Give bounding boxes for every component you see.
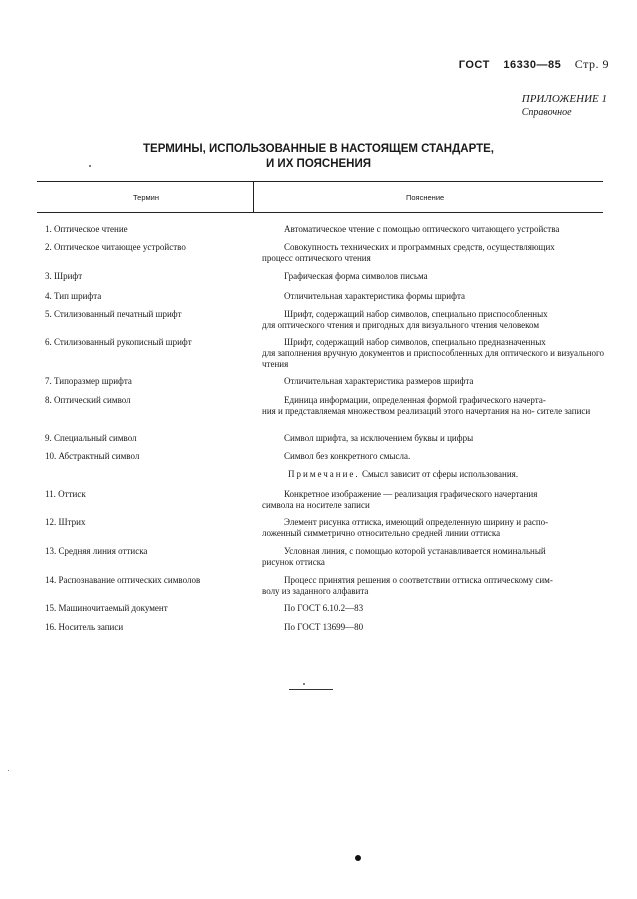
gost-label: ГОСТ	[458, 59, 490, 71]
explanation-line: символа на носителе записи	[262, 500, 370, 510]
explanation-cell	[262, 309, 604, 331]
bullet-mark	[355, 855, 361, 861]
explanation-line: По ГОСТ 13699—80	[284, 622, 364, 632]
note-text: Смысл зависит от сферы использования.	[361, 469, 519, 479]
column-header-term: Термин	[133, 193, 159, 202]
explanation-line: для заполнения вручную документов и приспособленных для оптического	[262, 348, 548, 358]
table-header-border	[37, 212, 603, 213]
term-cell: 16. Носитель записи	[45, 622, 124, 632]
term-cell: 7. Типоразмер шрифта	[45, 376, 132, 386]
explanation-cell	[262, 376, 604, 387]
explanation-cell	[262, 291, 604, 302]
explanation-line: ния и представляемая множеством реализаций этого начертания на но-	[262, 406, 535, 416]
explanation-line: Конкретное изображение — реализация графического начертания	[284, 489, 538, 499]
term-cell: 5. Стилизованный печатный шрифт	[45, 309, 182, 319]
explanation-line: Символ без конкретного смысла.	[284, 451, 411, 461]
explanation-line: процесс оптического чтения	[262, 253, 371, 263]
page-title	[0, 142, 637, 172]
explanation-line: Элемент рисунка оттиска, имеющий определенную ширину и распо-	[284, 517, 549, 527]
explanation-line: сителе записи	[536, 406, 591, 416]
explanation-line: Отличительная характеристика размеров шрифта	[284, 376, 474, 386]
appendix-title: ПРИЛОЖЕНИЕ 1	[521, 93, 607, 105]
explanation-line: Отличительная характеристика формы шрифта	[284, 291, 465, 301]
term-cell: 13. Средняя линия оттиска	[45, 546, 148, 556]
explanation-cell	[262, 575, 604, 597]
explanation-line: Шрифт, содержащий набор символов, специально приспособленных	[284, 309, 548, 319]
explanation-cell	[262, 603, 604, 614]
end-rule	[289, 689, 333, 690]
term-cell: 1. Оптическое чтение	[45, 224, 128, 234]
explanation-line: и визуального чтения	[262, 348, 604, 369]
term-cell: 14. Распознавание оптических символов	[45, 575, 201, 585]
explanation-line: Единица информации, определенная формой графического начерта-	[284, 395, 546, 405]
explanation-line: Автоматическое чтение с помощью оптического читающего устройства	[284, 224, 560, 234]
explanation-line: Графическая форма символов письма	[284, 271, 428, 281]
term-cell: 10. Абстрактный символ	[45, 451, 140, 461]
scan-speck	[8, 770, 9, 771]
term-cell: 15. Машиночитаемый документ	[45, 603, 168, 613]
explanation-line: Условная линия, с помощью которой устанавливается номинальный	[284, 546, 546, 556]
explanation-cell	[262, 395, 604, 417]
explanation-line: ложенный симметрично относительно средней линии оттиска	[262, 528, 501, 538]
title-line-2: И ИХ ПОЯСНЕНИЯ	[265, 158, 372, 170]
term-cell: 9. Специальный символ	[45, 433, 137, 443]
explanation-cell	[262, 622, 604, 633]
table-top-border	[37, 181, 603, 182]
appendix-subtitle: Справочное	[521, 107, 572, 118]
explanation-line: рисунок оттиска	[262, 557, 325, 567]
explanation-line: Шрифт, содержащий набор символов, специально предназначенных	[284, 337, 546, 347]
explanation-cell	[262, 337, 604, 370]
explanation-line: По ГОСТ 6.10.2—83	[284, 603, 364, 613]
term-cell: 2. Оптическое читающее устройство	[45, 242, 186, 252]
term-cell: 4. Тип шрифта	[45, 291, 102, 301]
table-header-divider	[253, 181, 254, 213]
explanation-cell	[262, 433, 604, 444]
explanation-cell	[262, 224, 604, 235]
term-cell: 8. Оптический символ	[45, 395, 131, 405]
explanation-cell	[262, 489, 604, 511]
explanation-cell	[262, 451, 604, 462]
title-line-1: ТЕРМИНЫ, ИСПОЛЬЗОВАННЫЕ В НАСТОЯЩЕМ СТАНДАРТЕ,	[143, 143, 494, 155]
term-cell: 6. Стилизованный рукописный шрифт	[45, 337, 192, 347]
column-header-explanation: Пояснение	[406, 193, 445, 202]
explanation-line: Совокупность технических и программных средств, осуществляющих	[284, 242, 555, 252]
explanation-cell	[262, 242, 604, 264]
appendix-label	[522, 92, 607, 120]
scan-speck	[303, 683, 305, 685]
term-cell: 3. Шрифт	[45, 271, 83, 281]
explanation-line: для оптического чтения и пригодных для визуального чтения человеком	[262, 320, 540, 330]
page-number: Стр. 9	[574, 57, 609, 71]
explanation-cell	[262, 546, 604, 568]
standard-number: 16330—85	[503, 59, 562, 71]
note	[288, 469, 518, 479]
explanation-cell	[262, 271, 604, 282]
explanation-cell	[262, 517, 604, 539]
term-cell: 12. Штрих	[45, 517, 86, 527]
note-label: Примечание.	[288, 469, 360, 479]
explanation-line: Процесс принятия решения о соответствии оттиска оптическому сим-	[284, 575, 553, 585]
term-cell: 11. Оттиск	[45, 489, 86, 499]
explanation-line: волу из заданного алфавита	[262, 586, 369, 596]
page-header	[449, 57, 609, 72]
explanation-line: Символ шрифта, за исключением буквы и цифры	[284, 433, 474, 443]
